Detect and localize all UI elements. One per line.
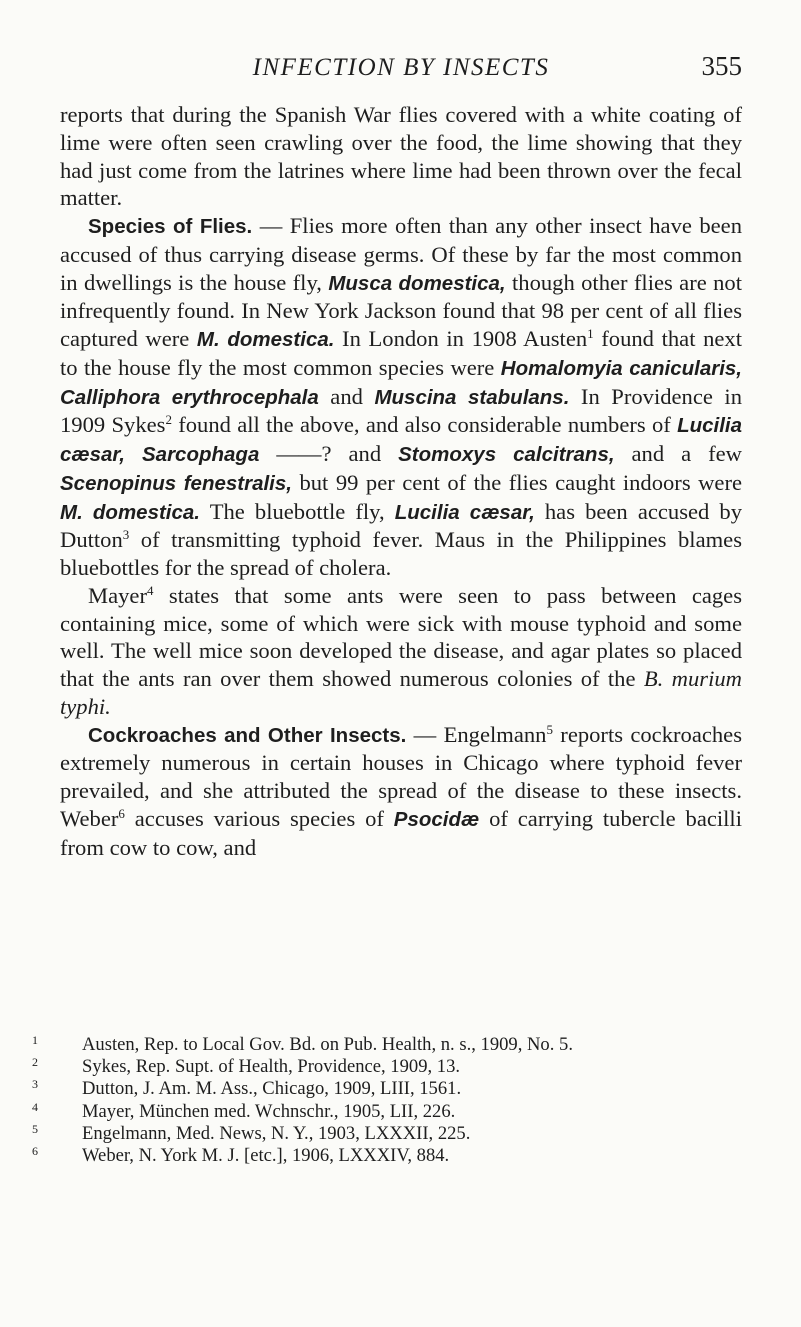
footnote: 4 Mayer, München med. Wchnschr., 1905, LII, 226. bbox=[32, 1099, 456, 1122]
footnote-text: Sykes, Rep. Supt. of Health, Providence, 1909, 13. bbox=[82, 1056, 461, 1078]
text-run: states that some ants were seen to pass between cages containing mice, some of which were sick with mouse typhoid and some well. The well mice soon developed the disease, and agar plates so placed that the ants ran over them showed numerous colonies of the bbox=[60, 582, 742, 691]
footnote: 2 Sykes, Rep. Supt. of Health, Providence, 1909, 13. bbox=[32, 1055, 461, 1078]
footnote: 3 Dutton, J. Am. M. Ass., Chicago, 1909, LIII, 1561. bbox=[32, 1077, 462, 1100]
footnote: 6 Weber, N. York M. J. [etc.], 1906, LXXXIV, 884. bbox=[32, 1144, 450, 1167]
text-run: but 99 per cent of the flies caught indoors were bbox=[291, 469, 743, 495]
footnote: 5 Engelmann, Med. News, N. Y., 1903, LXXXII, 225. bbox=[32, 1121, 471, 1144]
text-run: — Flies more often than any other insect have been accused of thus carrying disease germs. Of these by far the most common in dwellings is the house fly, bbox=[60, 213, 743, 295]
section-heading: Cockroaches and Other Insects. bbox=[88, 723, 407, 747]
species-name: Scenopinus fenestralis, bbox=[60, 471, 292, 495]
species-name: Homalomyia canicularis, Calliphora erythrocephala bbox=[60, 356, 743, 409]
text-run: — Engelmann bbox=[406, 721, 547, 747]
species-name: Lucilia cæsar, bbox=[394, 500, 535, 524]
text-run: reports that during the Spanish War flies covered with a white coating of lime were often seen crawling over the food, the lime showing that they had just come from the latrines where lime had been thrown over the fecal matter. bbox=[60, 102, 742, 211]
footnote-ref: 5 bbox=[546, 721, 553, 737]
paragraph bbox=[60, 721, 742, 862]
species-name: Muscina stabulans. bbox=[374, 385, 570, 409]
text-run: has been accused by Dutton bbox=[60, 498, 742, 553]
paragraph bbox=[60, 101, 742, 212]
footnote: 1 Austen, Rep. to Local Gov. Bd. on Pub. Health, n. s., 1909, No. 5. bbox=[32, 1033, 573, 1055]
text-run: The bluebottle fly, bbox=[200, 498, 395, 524]
footnotes bbox=[32, 1033, 742, 1167]
text-run: Mayer bbox=[88, 582, 147, 608]
italic-term: B. murium typhi. bbox=[60, 666, 742, 719]
text-run: In London in 1908 Austen bbox=[334, 326, 588, 351]
footnote-ref: 4 bbox=[146, 582, 154, 598]
text-run: reports cockroaches extremely numerous in certain houses in Chicago where typhoid fever prevailed, and she attributed the spread of the disease to these insects. Weber bbox=[60, 721, 742, 831]
species-name: M. domestica. bbox=[60, 500, 201, 524]
text-run: found all the above, and also considerable numbers of bbox=[171, 412, 678, 438]
footnote-text: Austen, Rep. to Local Gov. Bd. on Pub. Health, n. s., 1909, No. 5. bbox=[82, 1034, 573, 1055]
text-run: of carrying tubercle bacilli from cow to cow, and bbox=[60, 805, 742, 860]
footnote-ref: 1 bbox=[587, 326, 594, 341]
text-run: and bbox=[318, 383, 375, 409]
text-run: found that next to the house fly the most common species were bbox=[60, 326, 742, 380]
footnote-text: Mayer, München med. Wchnschr., 1905, LII, 226. bbox=[82, 1100, 456, 1122]
text-run: of transmitting typhoid fever. Maus in the Philippines blames bluebottles for the spread of cholera. bbox=[60, 527, 742, 580]
footnote-text: Dutton, J. Am. M. Ass., Chicago, 1909, LIII, 1561. bbox=[82, 1078, 462, 1100]
footnote-text: Engelmann, Med. News, N. Y., 1903, LXXXII, 225. bbox=[82, 1122, 471, 1144]
text-run: accuses various species of bbox=[124, 805, 394, 831]
footnote-text: Weber, N. York M. J. [etc.], 1906, LXXXIV, 884. bbox=[82, 1145, 450, 1167]
paragraph bbox=[60, 212, 742, 582]
species-name: Stomoxys calcitrans, bbox=[398, 443, 615, 466]
text-run: though other flies are not infrequently found. In New York Jackson found that 98 per cent of all flies captured were bbox=[60, 269, 742, 351]
species-name: Musca domestica, bbox=[328, 271, 506, 295]
text-run: and a few bbox=[614, 441, 742, 466]
body-text bbox=[60, 101, 742, 861]
species-name: Lucilia cæsar, Sarcophaga bbox=[60, 414, 742, 466]
running-head-title: INFECTION BY INSECTS bbox=[252, 54, 550, 81]
species-name: Psocidæ bbox=[393, 807, 480, 831]
paragraph bbox=[60, 582, 742, 721]
species-name: M. domestica. bbox=[196, 328, 335, 351]
text-run: In Providence in 1909 Sykes bbox=[60, 383, 742, 438]
section-heading: Species of Flies. bbox=[88, 215, 253, 238]
footnote-ref: 3 bbox=[122, 527, 130, 543]
text-run: ——? and bbox=[259, 441, 399, 466]
page-number: 355 bbox=[701, 51, 742, 81]
footnote-ref: 6 bbox=[118, 805, 125, 821]
running-head bbox=[60, 50, 742, 84]
footnote-ref: 2 bbox=[165, 412, 172, 428]
